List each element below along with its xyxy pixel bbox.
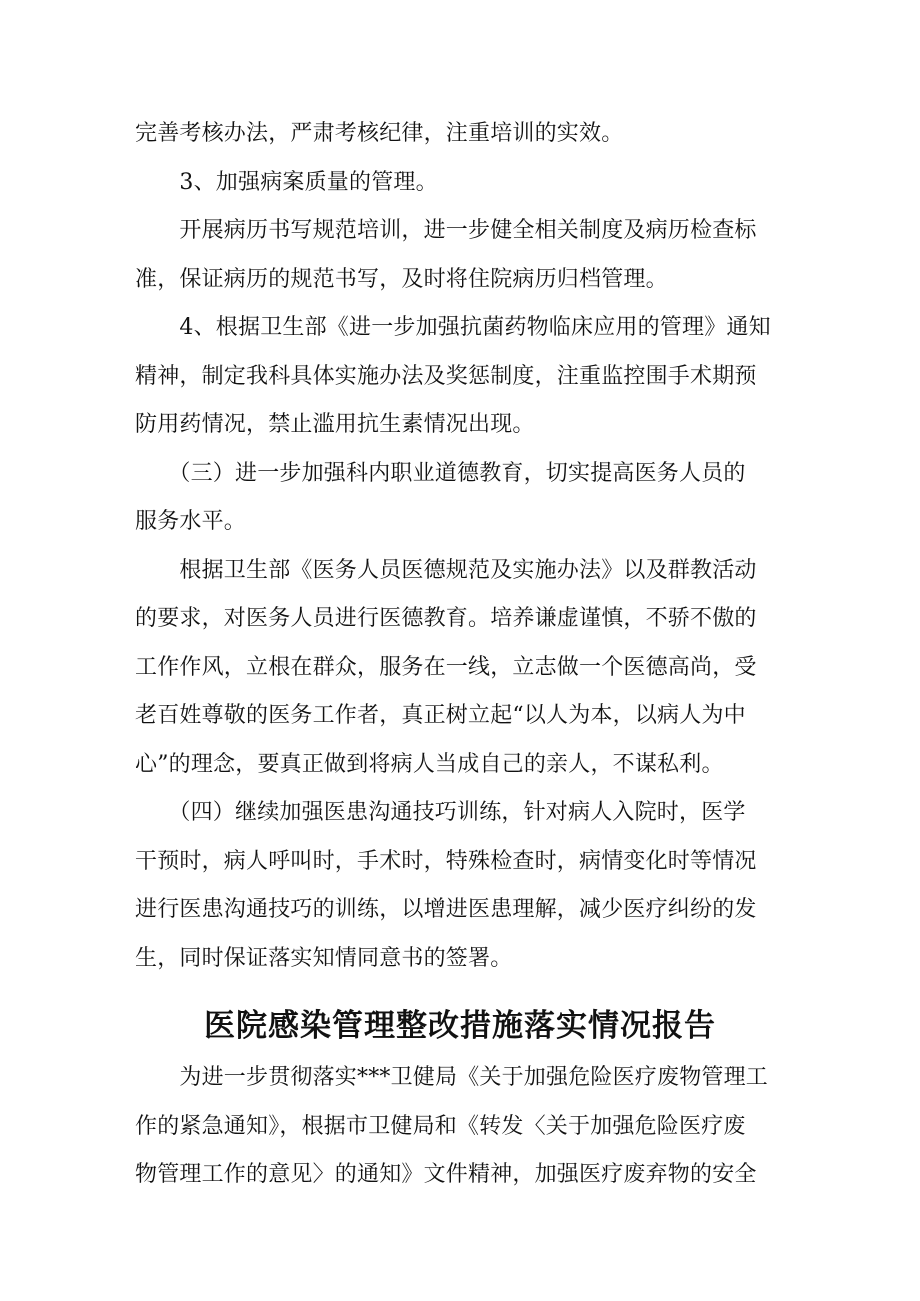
text-line: 物管理工作的意见〉的通知》文件精神，加强医疗废弃物的安全 [135, 1162, 757, 1187]
text-line: 为进一步贯彻落实***卫健局《关于加强危险医疗废物管理工 [135, 1065, 769, 1090]
text-line: 根据卫生部《医务人员医德规范及实施办法》以及群教活动 [135, 557, 757, 583]
text-line: 3、加强病案质量的管理。 [135, 169, 438, 195]
text-line: 心”的理念，要真正做到将病人当成自己的亲人，不谋私利。 [135, 751, 724, 777]
text-line: 准，保证病历的规范书写，及时将住院病历归档管理。 [135, 266, 668, 292]
body-text-section-1 [135, 110, 795, 983]
body-text-section-2 [135, 1054, 795, 1200]
text-line: 老百姓尊敬的医务工作者，真正树立起“以人为本，以病人为中 [135, 703, 746, 728]
text-line: 进行医患沟通技巧的训练，以增进医患理解，减少医疗纠纷的发 [135, 897, 757, 922]
text-line: 防用药情况，禁止滥用抗生素情况出现。 [135, 412, 535, 437]
text-line: 工作作风，立根在群众，服务在一线，立志做一个医德高尚，受 [135, 654, 757, 680]
text-line: 的要求，对医务人员进行医德教育。培养谦虚谨慎，不骄不傲的 [135, 606, 757, 631]
text-line: （三）进一步加强科内职业道德教育，切实提高医务人员的 [135, 460, 746, 486]
text-line: 生，同时保证落实知情同意书的签署。 [135, 945, 513, 971]
text-line: 开展病历书写规范培训，进一步健全相关制度及病历检查标 [135, 218, 757, 243]
text-line: 作的紧急通知》，根据市卫健局和《转发〈关于加强危险医疗废 [135, 1113, 746, 1139]
text-line: （四）继续加强医患沟通技巧训练，针对病人入院时，医学 [135, 800, 746, 825]
text-line: 干预时，病人呼叫时，手术时，特殊检查时，病情变化时等情况 [135, 848, 757, 874]
text-line: 服务水平。 [135, 509, 247, 534]
text-line: 4、根据卫生部《进一步加强抗菌药物临床应用的管理》通知 [135, 315, 771, 340]
document-title: 医院感染管理整改措施落实情况报告 [204, 1008, 716, 1044]
text-line: 完善考核办法，严肃考核纪律，注重培训的实效。 [135, 121, 624, 146]
text-line: 精神，制定我科具体实施办法及奖惩制度，注重监控围手术期预 [135, 363, 757, 389]
